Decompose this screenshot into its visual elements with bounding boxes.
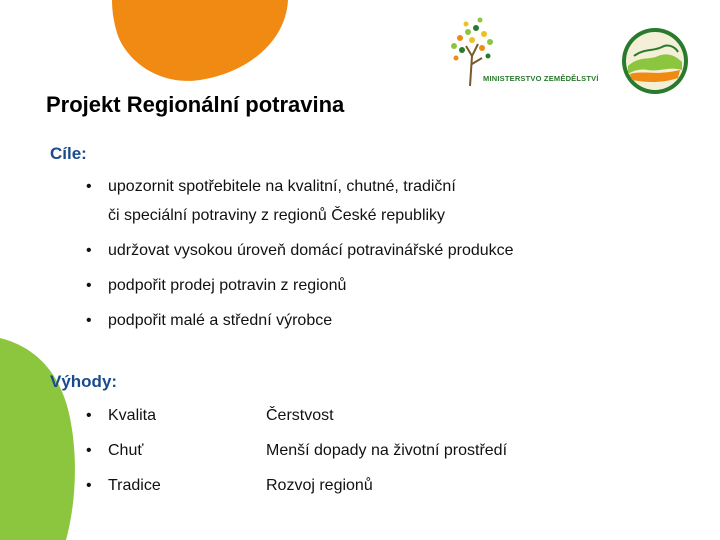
- goals-heading: Cíle:: [50, 144, 87, 163]
- bullet-icon: •: [86, 277, 92, 294]
- bullet-icon: •: [86, 477, 92, 494]
- bullet-icon: •: [86, 178, 92, 195]
- benefit-left-text: Tradice: [108, 477, 161, 494]
- orange-leaf-decoration: [0, 0, 290, 90]
- benefit-left-text: Kvalita: [108, 407, 157, 424]
- goal-text: upozornit spotřebitele na kvalitní, chutné, tradiční: [108, 178, 456, 195]
- goal-text: podpořit malé a střední výrobce: [108, 312, 333, 329]
- bullet-icon: •: [86, 407, 92, 424]
- bullet-icon: •: [86, 242, 92, 259]
- regional-food-seal-icon: [620, 26, 690, 96]
- ministry-name: MINISTERSTVO ZEMĚDĚLSTVÍ: [483, 74, 599, 83]
- green-leaf-decoration: [0, 338, 100, 540]
- benefit-right-text: Menší dopady na životní prostředí: [266, 442, 508, 459]
- benefit-right-text: Čerstvost: [266, 407, 334, 424]
- bullet-icon: •: [86, 442, 92, 459]
- goal-text: udržovat vysokou úroveň domácí potravinářské produkce: [108, 242, 514, 259]
- benefits-heading: Výhody:: [50, 372, 118, 391]
- benefit-left-text: Chuť: [108, 442, 144, 459]
- benefit-right-text: Rozvoj regionů: [266, 477, 373, 494]
- goal-text: podpořit prodej potravin z regionů: [108, 277, 347, 294]
- goal-text-continuation: či speciální potraviny z regionů České republiky: [108, 207, 446, 224]
- bullet-icon: •: [86, 312, 92, 329]
- ministry-logo: [444, 16, 614, 100]
- slide-title: Projekt Regionální potravina: [46, 92, 345, 117]
